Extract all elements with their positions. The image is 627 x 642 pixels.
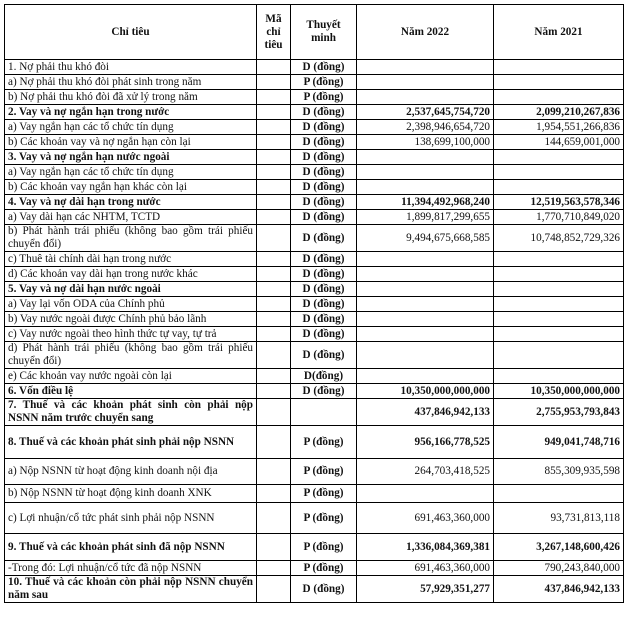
header-ma-chi-tieu: Mã chỉ tiêu: [257, 5, 291, 60]
row-value-2021: [494, 75, 624, 90]
row-label: e) Các khoản vay nước ngoài còn lại: [5, 369, 257, 384]
row-code: [257, 297, 291, 312]
table-row: [5, 576, 624, 603]
row-value-2021: [494, 165, 624, 180]
row-note: P (đồng): [291, 534, 357, 561]
header-nam-2021: Năm 2021: [494, 5, 624, 60]
row-value-2022: 264,703,418,525: [357, 459, 494, 485]
row-value-2021: [494, 90, 624, 105]
row-value-2021: 12,519,563,578,346: [494, 195, 624, 210]
row-code: [257, 503, 291, 534]
row-value-2021: 144,659,001,000: [494, 135, 624, 150]
table-row: [5, 426, 624, 459]
row-note: P (đồng): [291, 90, 357, 105]
table-row: [5, 180, 624, 195]
row-value-2021: [494, 485, 624, 503]
row-value-2021: 1,954,551,266,836: [494, 120, 624, 135]
row-value-2021: [494, 282, 624, 297]
table-row: [5, 75, 624, 90]
table-row: [5, 195, 624, 210]
row-value-2021: 790,243,840,000: [494, 561, 624, 576]
row-note: P (đồng): [291, 561, 357, 576]
row-value-2022: [357, 297, 494, 312]
row-label: 6. Vốn điều lệ: [5, 384, 257, 399]
row-label: c) Vay nước ngoài theo hình thức tự vay, tự trả: [5, 327, 257, 342]
row-note: [291, 399, 357, 426]
row-code: [257, 369, 291, 384]
row-value-2022: [357, 75, 494, 90]
row-label: c) Thuê tài chính dài hạn trong nước: [5, 252, 257, 267]
row-value-2021: [494, 369, 624, 384]
row-label: a) Vay ngắn hạn các tổ chức tín dụng: [5, 165, 257, 180]
row-note: D (đồng): [291, 195, 357, 210]
row-value-2021: 949,041,748,716: [494, 426, 624, 459]
table-row: [5, 369, 624, 384]
table-row: [5, 384, 624, 399]
row-value-2022: [357, 485, 494, 503]
row-code: [257, 165, 291, 180]
row-label: a) Vay lại vốn ODA của Chính phủ: [5, 297, 257, 312]
row-value-2021: [494, 60, 624, 75]
row-note: D (đồng): [291, 342, 357, 369]
row-code: [257, 90, 291, 105]
row-value-2022: 57,929,351,277: [357, 576, 494, 603]
row-note: D (đồng): [291, 225, 357, 252]
row-value-2021: [494, 150, 624, 165]
row-label: a) Vay ngắn hạn các tổ chức tín dụng: [5, 120, 257, 135]
row-note: P (đồng): [291, 75, 357, 90]
row-code: [257, 312, 291, 327]
table-row: [5, 60, 624, 75]
table-body: [5, 60, 624, 603]
row-code: [257, 534, 291, 561]
row-label: a) Nộp NSNN từ hoạt động kinh doanh nội địa: [5, 459, 257, 485]
table-row: [5, 327, 624, 342]
table-row: [5, 90, 624, 105]
row-note: D (đồng): [291, 150, 357, 165]
row-code: [257, 210, 291, 225]
row-value-2021: 2,755,953,793,843: [494, 399, 624, 426]
row-note: D (đồng): [291, 60, 357, 75]
row-code: [257, 150, 291, 165]
row-label: a) Nợ phải thu khó đòi phát sinh trong năm: [5, 75, 257, 90]
row-label: 1. Nợ phải thu khó đòi: [5, 60, 257, 75]
row-value-2021: 855,309,935,598: [494, 459, 624, 485]
table-row: [5, 399, 624, 426]
row-note: D (đồng): [291, 576, 357, 603]
row-code: [257, 105, 291, 120]
table-row: [5, 135, 624, 150]
row-code: [257, 180, 291, 195]
row-value-2021: [494, 342, 624, 369]
row-label: b) Nộp NSNN từ hoạt động kinh doanh XNK: [5, 485, 257, 503]
row-label: b) Các khoản vay và nợ ngắn hạn còn lại: [5, 135, 257, 150]
row-value-2022: 956,166,778,525: [357, 426, 494, 459]
row-code: [257, 384, 291, 399]
row-label: 10. Thuế và các khoản còn phải nộp NSNN chuyển năm sau: [5, 576, 257, 603]
row-value-2022: [357, 60, 494, 75]
row-label: b) Các khoản vay ngắn hạn khác còn lại: [5, 180, 257, 195]
row-value-2021: [494, 180, 624, 195]
row-value-2022: [357, 90, 494, 105]
header-chi-tieu: Chỉ tiêu: [5, 5, 257, 60]
row-label: b) Phát hành trái phiếu (không bao gồm trái phiếu chuyển đổi): [5, 225, 257, 252]
table-row: [5, 120, 624, 135]
row-note: P (đồng): [291, 459, 357, 485]
row-value-2022: 691,463,360,000: [357, 503, 494, 534]
row-value-2022: 691,463,360,000: [357, 561, 494, 576]
row-code: [257, 225, 291, 252]
row-note: P (đồng): [291, 426, 357, 459]
row-note: D (đồng): [291, 105, 357, 120]
row-code: [257, 327, 291, 342]
row-label: 7. Thuế và các khoản phát sinh còn phải nộp NSNN năm trước chuyển sang: [5, 399, 257, 426]
table-row: [5, 561, 624, 576]
row-value-2022: 10,350,000,000,000: [357, 384, 494, 399]
row-label: d) Các khoản vay dài hạn trong nước khác: [5, 267, 257, 282]
row-value-2022: [357, 252, 494, 267]
table-row: [5, 342, 624, 369]
row-value-2022: 2,398,946,654,720: [357, 120, 494, 135]
row-value-2022: [357, 150, 494, 165]
row-note: D (đồng): [291, 252, 357, 267]
row-code: [257, 252, 291, 267]
table-row: [5, 312, 624, 327]
row-label: b) Nợ phải thu khó đòi đã xử lý trong năm: [5, 90, 257, 105]
table-row: [5, 210, 624, 225]
row-code: [257, 426, 291, 459]
row-value-2021: 437,846,942,133: [494, 576, 624, 603]
row-note: D (đồng): [291, 327, 357, 342]
row-note: D (đồng): [291, 120, 357, 135]
row-value-2021: 1,770,710,849,020: [494, 210, 624, 225]
row-value-2022: 1,336,084,369,381: [357, 534, 494, 561]
row-label: a) Vay dài hạn các NHTM, TCTD: [5, 210, 257, 225]
row-label: 9. Thuế và các khoản phát sinh đã nộp NSNN: [5, 534, 257, 561]
table-row: [5, 534, 624, 561]
row-label: -Trong đó: Lợi nhuận/cổ tức đã nộp NSNN: [5, 561, 257, 576]
row-value-2022: [357, 369, 494, 384]
table-row: [5, 165, 624, 180]
row-value-2021: [494, 327, 624, 342]
row-note: D (đồng): [291, 165, 357, 180]
row-code: [257, 459, 291, 485]
row-value-2022: [357, 342, 494, 369]
row-note: P (đồng): [291, 485, 357, 503]
header-nam-2022: Năm 2022: [357, 5, 494, 60]
row-code: [257, 485, 291, 503]
table-row: [5, 252, 624, 267]
financial-indicators-sheet: [4, 4, 624, 603]
row-value-2021: [494, 312, 624, 327]
header-thuyet-minh: Thuyết minh: [291, 5, 357, 60]
row-code: [257, 75, 291, 90]
header-row: [5, 5, 624, 60]
row-value-2022: 1,899,817,299,655: [357, 210, 494, 225]
row-code: [257, 282, 291, 297]
row-code: [257, 576, 291, 603]
row-label: 8. Thuế và các khoản phát sinh phải nộp NSNN: [5, 426, 257, 459]
row-code: [257, 120, 291, 135]
row-code: [257, 135, 291, 150]
row-label: 3. Vay và nợ ngắn hạn nước ngoài: [5, 150, 257, 165]
row-label: 2. Vay và nợ ngắn hạn trong nước: [5, 105, 257, 120]
row-value-2022: 9,494,675,668,585: [357, 225, 494, 252]
table-row: [5, 297, 624, 312]
financial-indicators-table: [4, 4, 624, 603]
row-code: [257, 561, 291, 576]
row-value-2021: [494, 267, 624, 282]
row-value-2022: [357, 165, 494, 180]
row-value-2021: 3,267,148,600,426: [494, 534, 624, 561]
table-row: [5, 150, 624, 165]
row-value-2021: 2,099,210,267,836: [494, 105, 624, 120]
table-row: [5, 485, 624, 503]
table-row: [5, 282, 624, 297]
row-label: 4. Vay và nợ dài hạn trong nước: [5, 195, 257, 210]
row-note: D(đồng): [291, 369, 357, 384]
row-label: c) Lợi nhuận/cổ tức phát sinh phải nộp NSNN: [5, 503, 257, 534]
row-note: D (đồng): [291, 312, 357, 327]
row-value-2021: 10,350,000,000,000: [494, 384, 624, 399]
row-value-2022: 138,699,100,000: [357, 135, 494, 150]
row-value-2021: [494, 252, 624, 267]
table-row: [5, 267, 624, 282]
row-value-2021: 10,748,852,729,326: [494, 225, 624, 252]
row-value-2021: 93,731,813,118: [494, 503, 624, 534]
row-label: d) Phát hành trái phiếu (không bao gồm trái phiếu chuyển đổi): [5, 342, 257, 369]
row-label: 5. Vay và nợ dài hạn nước ngoài: [5, 282, 257, 297]
row-note: P (đồng): [291, 503, 357, 534]
row-note: D (đồng): [291, 267, 357, 282]
row-code: [257, 60, 291, 75]
row-note: D (đồng): [291, 282, 357, 297]
row-label: b) Vay nước ngoài được Chính phủ bảo lãnh: [5, 312, 257, 327]
table-row: [5, 225, 624, 252]
row-code: [257, 399, 291, 426]
row-value-2022: 2,537,645,754,720: [357, 105, 494, 120]
row-value-2022: [357, 267, 494, 282]
row-value-2022: [357, 180, 494, 195]
row-note: D (đồng): [291, 384, 357, 399]
row-value-2022: [357, 327, 494, 342]
row-note: D (đồng): [291, 180, 357, 195]
row-value-2022: 11,394,492,968,240: [357, 195, 494, 210]
row-code: [257, 342, 291, 369]
row-code: [257, 195, 291, 210]
row-value-2021: [494, 297, 624, 312]
table-row: [5, 105, 624, 120]
row-value-2022: 437,846,942,133: [357, 399, 494, 426]
row-code: [257, 267, 291, 282]
table-row: [5, 503, 624, 534]
row-note: D (đồng): [291, 210, 357, 225]
row-note: D (đồng): [291, 297, 357, 312]
row-value-2022: [357, 312, 494, 327]
row-value-2022: [357, 282, 494, 297]
row-note: D (đồng): [291, 135, 357, 150]
table-row: [5, 459, 624, 485]
